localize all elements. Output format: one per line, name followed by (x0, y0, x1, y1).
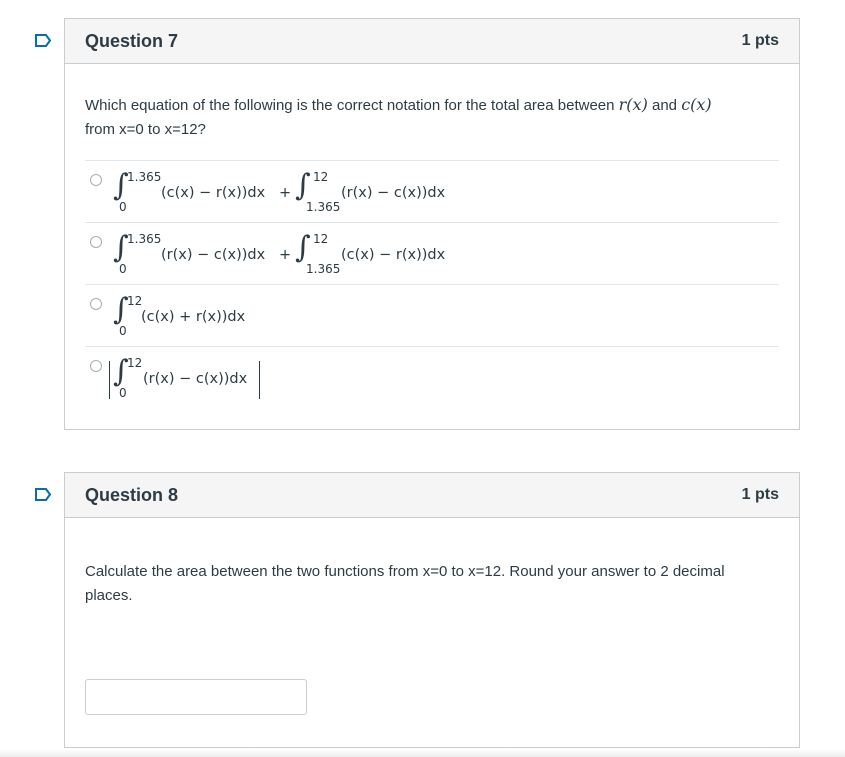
integral-sign: ∫ (113, 354, 129, 389)
plus-sign: + (279, 247, 292, 263)
answer-radio[interactable] (90, 236, 102, 248)
answer-option-4[interactable] (85, 346, 779, 408)
integral-sign: ∫ (295, 168, 311, 203)
answer-radio[interactable] (90, 360, 102, 372)
question-text-part: and (647, 97, 682, 114)
integral-sign: ∫ (295, 230, 311, 265)
lower-limit: 0 (119, 200, 127, 214)
question-7-card (64, 18, 800, 430)
equation (113, 355, 773, 403)
question-points: 1 pts (741, 32, 779, 49)
question-title: Question 7 (85, 30, 179, 51)
upper-limit: 1.365 (127, 232, 162, 246)
lower-limit: 0 (119, 324, 127, 338)
lower-limit: 0 (119, 262, 127, 276)
question-text-part: Which equation of the following is the correct notation for the total area between (85, 97, 619, 114)
integral-sign: ∫ (113, 168, 129, 203)
upper-limit: 12 (313, 170, 329, 184)
equation (113, 169, 773, 217)
equation (113, 231, 773, 279)
integrand: (r(x) − c(x))dx (143, 371, 248, 387)
integrand: (r(x) − c(x))dx (161, 247, 266, 263)
abs-bar-left (109, 361, 110, 399)
upper-limit: 12 (313, 232, 329, 246)
answer-radio[interactable] (90, 174, 102, 186)
question-text (65, 560, 799, 608)
integrand: (c(x) − r(x))dx (341, 247, 446, 263)
integrand: (c(x) − r(x))dx (161, 185, 266, 201)
question-text-part: from x=0 to x=12? (85, 121, 206, 138)
question-title: Question 8 (85, 484, 179, 505)
integrand: (c(x) + r(x))dx (141, 309, 246, 325)
integral-sign: ∫ (113, 230, 129, 265)
question-8-card (64, 472, 800, 748)
bookmark-flag-icon[interactable] (35, 488, 49, 500)
answer-radio[interactable] (90, 298, 102, 310)
question-header (65, 473, 799, 518)
answer-option-3[interactable] (85, 284, 779, 346)
equation (113, 293, 773, 341)
answer-input[interactable] (85, 679, 307, 715)
question-text-line: Calculate the area between the two functions from x=0 to x=12. Round your answer to 2 decimal (85, 563, 725, 580)
bottom-shadow (0, 749, 845, 757)
upper-limit: 12 (127, 294, 143, 308)
abs-bar-right (259, 361, 260, 399)
function-c: c(x) (681, 95, 712, 114)
answer-option-2[interactable] (85, 222, 779, 284)
lower-limit: 1.365 (306, 200, 341, 214)
function-r: r(x) (618, 95, 648, 114)
lower-limit: 1.365 (306, 262, 341, 276)
integrand: (r(x) − c(x))dx (341, 185, 446, 201)
upper-limit: 12 (127, 356, 143, 370)
integral-sign: ∫ (113, 292, 129, 327)
lower-limit: 0 (119, 386, 127, 400)
question-header (65, 19, 799, 64)
answer-list (85, 160, 779, 408)
bookmark-flag-icon[interactable] (35, 34, 49, 46)
answer-option-1[interactable] (85, 160, 779, 222)
question-text-line: places. (85, 587, 133, 604)
question-points: 1 pts (741, 486, 779, 503)
upper-limit: 1.365 (127, 170, 162, 184)
question-text (65, 93, 799, 142)
plus-sign: + (279, 185, 292, 201)
